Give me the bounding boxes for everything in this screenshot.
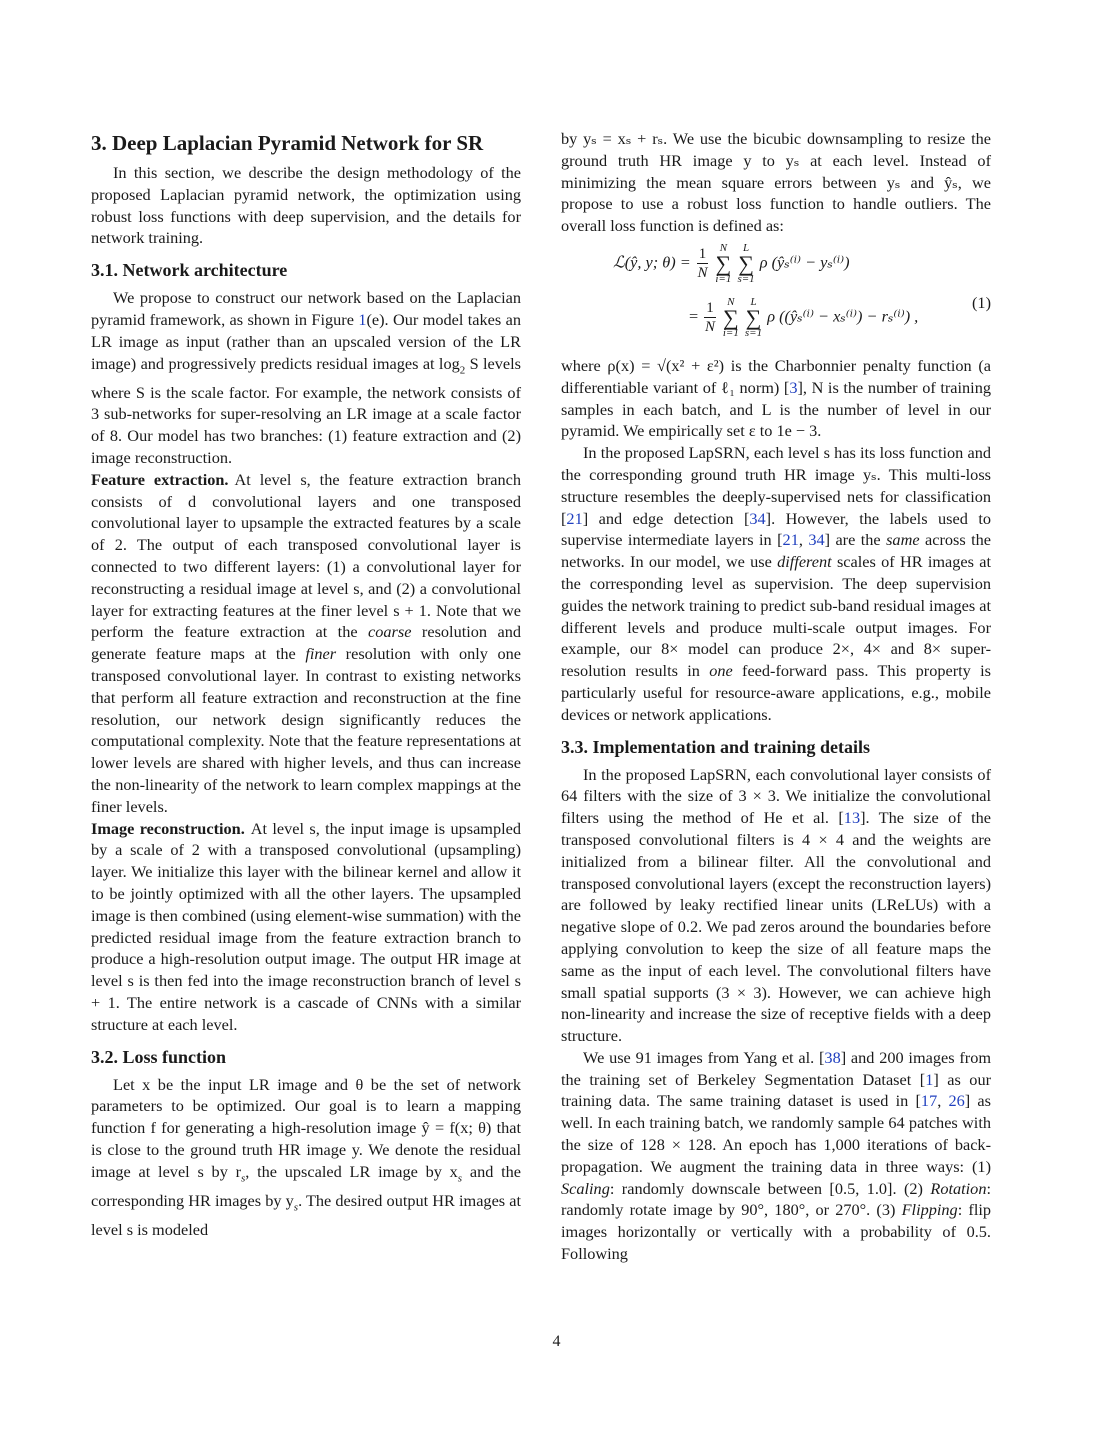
figure-ref-link[interactable]: 1 [358,309,367,329]
citation-link[interactable]: 21 [782,530,799,550]
equation-1 [561,243,991,347]
section-intro: In this section, we describe the design methodology of the proposed Laplacian pyramid network, the optimization using robust loss functions with deep supervision, and the details for network training. [91,163,521,248]
training-data-paragraph: We use 91 images from Yang et al. [38] and 200 images from the training set of Berkeley Segmentation Dataset [1] as our training data. The same training dataset is used in [17, 26] as well. In each training batch, we randomly sample 64 patches with the size of 128 × 128. An epoch has 1,000 iterations of back-propagation. We augment the training data in three ways: (1) Scaling: randomly downscale between [0.5, 1.0]. (2) Rotation: randomly rotate image by 90°, 180°, or 270°. (3) Flipping: flip images horizontally or vertically with a probability of 0.5. Following [561,1047,992,1264]
feature-extraction-heading: Feature extraction. [91,469,229,489]
equation-number: (1) [972,292,991,312]
citation-link[interactable]: 26 [948,1091,965,1111]
deep-supervision-paragraph: In the proposed LapSRN, each level s has its loss function and the corresponding ground truth HR image yₛ. This multi-loss structure resembles the deeply-supervised nets for classification [21] and edge detection [34]. However, the labels used to supervise intermediate layers in [21, 34] are the same across the networks. In our model, we use different scales of HR images at the corresponding level as supervision. The deep supervision guides the network training to predict sub-band residual images at different levels and produce multi-scale output images. For example, our 8× model can produce 2×, 4× and 8× super-resolution results in one feed-forward pass. This property is particularly useful for resource-aware applications, e.g., mobile devices or network applications. [561,443,991,724]
equation-line-1: ℒ(ŷ, y; θ) = $\frac{1}{N}$ N ∑ i=1 L ∑ s=1 ρ (ŷₛ⁽ⁱ⁾ − yₛ⁽ⁱ⁾) [613,241,850,285]
loss-function-paragraph: Let x be the input LR image and θ be the set of network parameters to be optimized. Our goal is to learn a mapping function f for generating a high-resolution image ŷ = f(x; θ) that is close to the ground truth HR image y. We denote the residual image at level s by $r_s$, the upscaled LR image by $x_s$ and the corresponding HR images by $y_s$. The desired output HR images at level s is modeled [91,1074,522,1239]
left-column [91,128,521,1241]
image-reconstruction-heading: Image reconstruction. [91,818,245,838]
loss-function-continued: by yₛ = xₛ + rₛ. We use the bicubic downsampling to resize the ground truth HR image y to yₛ at each level. Instead of minimizing the mean square errors between yₛ and ŷₛ, we propose to use a robust loss function to handle outliers. The overall loss function is defined as: [561,129,991,236]
citation-link[interactable]: 13 [843,808,861,828]
citation-link[interactable]: 17 [920,1091,938,1111]
right-column [561,128,991,1265]
subsection-title-network-architecture: 3.1. Network architecture [91,260,288,281]
citation-link[interactable]: 38 [824,1047,841,1067]
citation-link[interactable]: 3 [789,377,798,397]
subsection-title-implementation: 3.3. Implementation and training details [561,736,871,757]
section-title: 3. Deep Laplacian Pyramid Network for SR [91,131,484,155]
citation-link[interactable]: 34 [808,530,825,550]
equation-line-2: = $\frac{1}{N}$ N ∑ i=1 L ∑ s=1 ρ ((ŷₛ⁽ⁱ⁾ − xₛ⁽ⁱ⁾) − rₛ⁽ⁱ⁾) , [689,295,919,339]
image-reconstruction-paragraph: Image reconstruction. At level s, the input image is upsampled by a scale of 2 with a transposed convolutional (upsampling) layer. We initialize this layer with the bilinear kernel and allow it to be jointly optimized with all the other layers. The upsampled image is then combined (using element-wise summation) with the predicted residual image from the feature extraction branch to produce a high-resolution output image. The output HR image at level s is then fed into the image reconstruction branch of level s + 1. The entire network is a cascade of CNNs with a similar structure at each level. [91,818,521,1034]
implementation-paragraph: In the proposed LapSRN, each convolutional layer consists of 64 filters with the size of 3 × 3. We initialize the convolutional filters using the method of He et al. [13]. The size of the transposed convolutional filters is 4 × 4 and the weights are initialized from a bilinear filter. All the convolutional and transposed convolutional layers (except the reconstruction layers) are followed by leaky rectified linear units (LReLUs) with a negative slope of 0.2. We pad zeros around the boundaries before applying convolution to keep the size of all feature maps the same as the input of each level. The convolutional filters have small spatial supports (3 × 3). However, we can achieve high non-linearity and increase the size of receptive fields with a deep structure. [561,764,991,1046]
citation-link[interactable]: 1 [925,1069,934,1089]
citation-link[interactable]: 21 [566,508,583,528]
citation-link[interactable]: 34 [749,508,766,528]
network-architecture-paragraph: We propose to construct our network based on the Laplacian pyramid framework, as shown in Figure 1(e). Our model takes an LR image as input (rather than an upscaled version of the LR image) and progressively predicts residual images at $\log_2 S$ levels where S is the scale factor. For example, the network consists of 3 sub-networks for super-resolving an LR image at a scale factor of 8. Our model has two branches: (1) feature extraction and (2) image reconstruction. [91,288,522,468]
page-number: 4 [552,1333,561,1350]
subsection-title-loss-function: 3.2. Loss function [91,1046,227,1067]
feature-extraction-paragraph: Feature extraction. At level s, the feature extraction branch consists of d convolutional layers and one transposed convolutional layer to upsample the extracted features by a scale of 2. The output of each transposed convolutional layer is connected to two different layers: (1) a convolutional layer for reconstructing a residual image at level s, and (2) a convolutional layer for extracting features at the finer level s + 1. Note that we perform the feature extraction at the coarse resolution and generate feature maps at the finer resolution with only one transposed convolutional layer. In contrast to existing networks that perform all feature extraction and reconstruction at the fine resolution, our network design significantly reduces the computational complexity. Note that the feature representations at lower levels are shared with higher levels, and thus can increase the non-linearity of the network to learn complex mappings at the finer levels. [91,469,522,816]
charbonnier-paragraph: where ρ(x) = √(x² + ε²) is the Charbonnier penalty function (a differentiable variant of ℓ₁ norm) [3], N is the number of training samples in each batch, and L is the number of level in our pyramid. We empirically set ε to 1e − 3. [561,355,991,441]
